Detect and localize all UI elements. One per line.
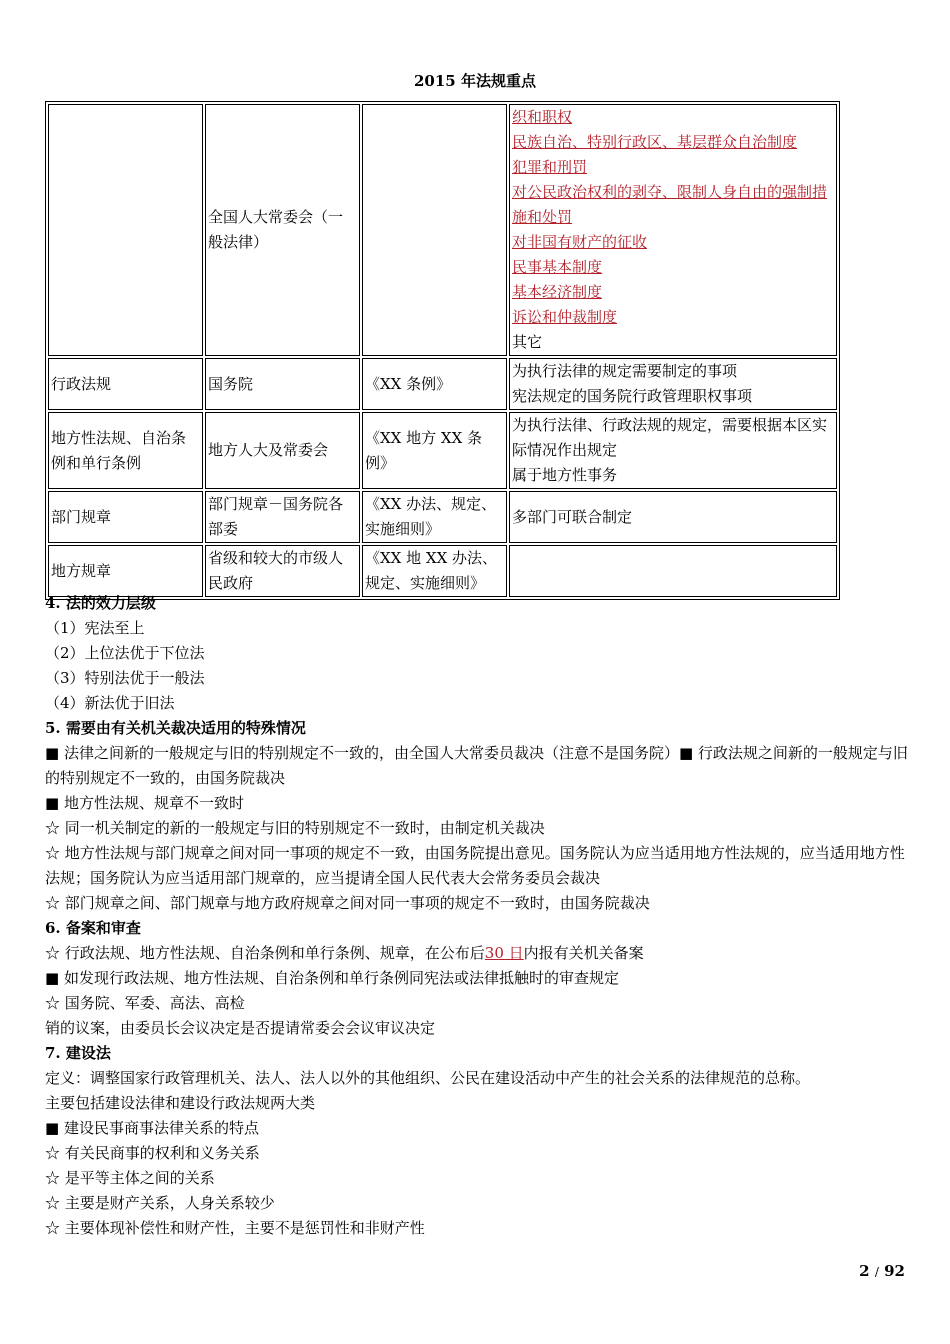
page-separator: /: [874, 1265, 879, 1279]
paragraph: （3）特别法优于一般法: [45, 669, 205, 687]
law-table: [45, 101, 840, 600]
table-cell: 行政法规: [48, 358, 203, 410]
page-total: 92: [884, 1262, 905, 1280]
deadline-link[interactable]: 30 日: [484, 944, 524, 962]
table-cell: [48, 104, 203, 356]
list-item: 对公民政治权利的剥夺、限制人身自由的强制措施和处罚: [512, 183, 828, 226]
table-cell: 《XX 条例》: [362, 358, 507, 410]
table-row: [48, 412, 837, 489]
list-item: 犯罪和刑罚: [512, 158, 588, 176]
section-heading: 6. 备案和审查: [45, 919, 141, 937]
section-heading: 7. 建设法: [45, 1044, 111, 1062]
paragraph: ☆ 主要是财产关系，人身关系较少: [45, 1194, 275, 1212]
list-item: 民族自治、特别行政区、基层群众自治制度: [512, 133, 798, 151]
paragraph: 主要包括建设法律和建设行政法规两大类: [45, 1094, 316, 1112]
page-title: 2015 年法规重点: [414, 72, 536, 90]
document-body: [45, 591, 910, 1241]
paragraph: ☆ 地方性法规与部门规章之间对同一事项的规定不一致，由国务院提出意见。国务院认为应当适用地方性法规的，应当适用地方性法规；国务院认为应当适用部门规章的，应当提请全国人民代表大会常务委员会裁决: [45, 844, 905, 887]
paragraph: ■ 建设民事商事法律关系的特点: [45, 1119, 259, 1137]
list-item: 织和职权: [512, 108, 573, 126]
list-item: 诉讼和仲裁制度: [512, 308, 618, 326]
table-cell: 地方人大及常委会: [205, 412, 360, 489]
cell-line: 宪法规定的国务院行政管理职权事项: [512, 387, 753, 405]
table-cell: 国务院: [205, 358, 360, 410]
paragraph: ☆ 主要体现补偿性和财产性，主要不是惩罚性和非财产性: [45, 1219, 425, 1237]
page-current: 2: [859, 1262, 870, 1280]
paragraph: 定义：调整国家行政管理机关、法人、法人以外的其他组织、公民在建设活动中产生的社会关系的法律规范的总称。: [45, 1069, 811, 1087]
table-cell: 部门规章－国务院各部委: [205, 491, 360, 543]
paragraph: （4）新法优于旧法: [45, 694, 175, 712]
table-cell: 省级和较大的市级人民政府: [205, 545, 360, 597]
paragraph: [45, 941, 910, 966]
paragraph: ☆ 部门规章之间、部门规章与地方政府规章之间对同一事项的规定不一致时，由国务院裁决: [45, 894, 650, 912]
table-cell: 部门规章: [48, 491, 203, 543]
table-cell: 多部门可联合制定: [509, 491, 837, 543]
paragraph: ■ 地方性法规、规章不一致时: [45, 794, 244, 812]
paragraph: （2）上位法优于下位法: [45, 644, 205, 662]
section-heading: 4. 法的效力层级: [45, 594, 156, 612]
table-row: [48, 491, 837, 543]
table-cell: [362, 104, 507, 356]
page-number: [859, 1262, 905, 1280]
cell-line: 属于地方性事务: [512, 466, 618, 484]
paragraph: ■ 如发现行政法规、地方性法规、自治条例和单行条例同宪法或法律抵触时的审查规定: [45, 969, 619, 987]
list-item: 其它: [512, 333, 543, 351]
paragraph: ☆ 有关民商事的权利和义务关系: [45, 1144, 260, 1162]
table-cell: 地方性法规、自治条例和单行条例: [48, 412, 203, 489]
table-cell: 全国人大常委会（一般法律）: [205, 104, 360, 356]
paragraph: 销的议案，由委员长会议决定是否提请常委会会议审议决定: [45, 1019, 436, 1037]
text-run: 内报有关机关备案: [523, 944, 644, 962]
cell-line: 为执行法律的规定需要制定的事项: [512, 362, 738, 380]
paragraph: ☆ 同一机关制定的新的一般规定与旧的特别规定不一致时，由制定机关裁决: [45, 819, 545, 837]
table-cell: [509, 358, 837, 410]
table-cell: 《XX 办法、规定、实施细则》: [362, 491, 507, 543]
list-item: 基本经济制度: [512, 283, 603, 301]
table-cell: 《XX 地方 XX 条例》: [362, 412, 507, 489]
paragraph: ■ 法律之间新的一般规定与旧的特别规定不一致的，由全国人大常委员裁决（注意不是国务院）■ 行政法规之间新的一般规定与旧的特别规定不一致的，由国务院裁决: [45, 744, 908, 787]
table-cell: 地方规章: [48, 545, 203, 597]
table-cell: [509, 545, 837, 597]
table-cell: [509, 104, 837, 356]
table-row: [48, 104, 837, 356]
table-row: [48, 545, 837, 597]
table-cell: [509, 412, 837, 489]
paragraph: ☆ 是平等主体之间的关系: [45, 1169, 215, 1187]
table-cell: 《XX 地 XX 办法、规定、实施细则》: [362, 545, 507, 597]
cell-line: 为执行法律、行政法规的规定，需要根据本区实际情况作出规定: [512, 416, 828, 459]
table-row: [48, 358, 837, 410]
paragraph: （1）宪法至上: [45, 619, 145, 637]
list-item: 民事基本制度: [512, 258, 603, 276]
list-item: 对非国有财产的征收: [512, 233, 648, 251]
section-heading: 5. 需要由有关机关裁决适用的特殊情况: [45, 719, 306, 737]
paragraph: ☆ 国务院、军委、高法、高检: [45, 994, 245, 1012]
text-run: ☆ 行政法规、地方性法规、自治条例和单行条例、规章，在公布后: [45, 944, 485, 962]
